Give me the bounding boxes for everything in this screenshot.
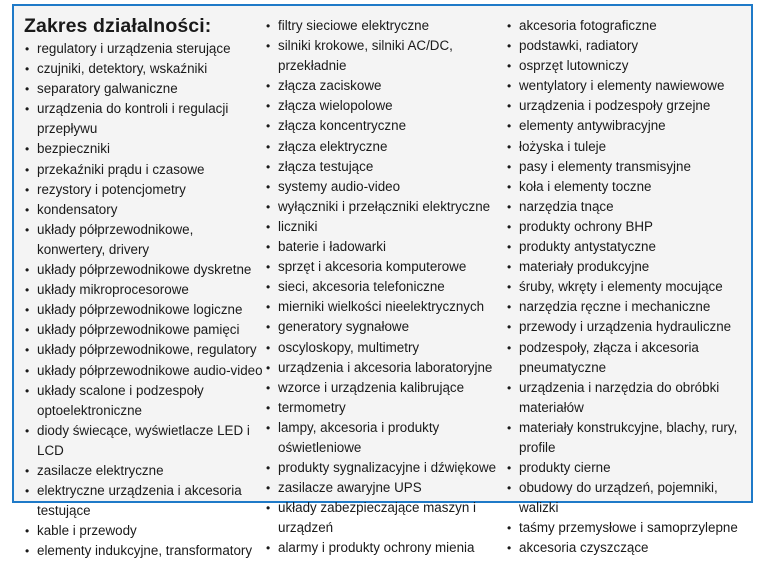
list-item: • układy półprzewodnikowe dyskretne: [24, 260, 264, 280]
list-item: • mierniki wielkości nieelektrycznych: [265, 297, 505, 317]
list-item: • diody świecące, wyświetlacze LED i LCD: [24, 421, 264, 461]
list-column-2: [265, 16, 505, 559]
list-item: • układy półprzewodnikowe, konwertery, drivery: [24, 220, 264, 260]
list-item: • podzespoły, złącza i akcesoria pneumatyczne: [506, 338, 746, 378]
list-item: • baterie i ładowarki: [265, 237, 505, 257]
list-item: • śruby, wkręty i elementy mocujące: [506, 277, 746, 297]
list-item: • termometry: [265, 398, 505, 418]
list-item: • zasilacze elektryczne: [24, 461, 264, 481]
list-item: • filtry sieciowe elektryczne: [265, 16, 505, 36]
list-item: • akcesoria czyszczące: [506, 538, 746, 558]
list-item: • przekaźniki prądu i czasowe: [24, 160, 264, 180]
list-item: • akcesoria fotograficzne: [506, 16, 746, 36]
list-item: • koła i elementy toczne: [506, 177, 746, 197]
list-item: • kable i przewody: [24, 521, 264, 541]
list-item: • układy półprzewodnikowe, regulatory: [24, 340, 264, 360]
list-item: • wzorce i urządzenia kalibrujące: [265, 378, 505, 398]
list-item: • przewody i urządzenia hydrauliczne: [506, 317, 746, 337]
list-item: • generatory sygnałowe: [265, 317, 505, 337]
list-item: • układy półprzewodnikowe audio-video: [24, 361, 264, 381]
list-item: • złącza testujące: [265, 157, 505, 177]
list-item: • układy scalone i podzespoły optoelektroniczne: [24, 381, 264, 421]
list-item: • taśmy przemysłowe i samoprzylepne: [506, 518, 746, 538]
list-item: • urządzenia i podzespoły grzejne: [506, 96, 746, 116]
list-item: • urządzenia i narzędzia do obróbki materiałów: [506, 378, 746, 418]
list-item: • złącza zaciskowe: [265, 76, 505, 96]
column-1: [24, 14, 264, 561]
list-item: • układy zabezpieczające maszyn i urządzeń: [265, 498, 505, 538]
list-item: • obudowy do urządzeń, pojemniki, walizki: [506, 478, 746, 518]
list-item: • czujniki, detektory, wskaźniki: [24, 59, 264, 79]
list-item: • urządzenia do kontroli i regulacji przepływu: [24, 99, 264, 139]
list-item: • złącza elektryczne: [265, 137, 505, 157]
list-item: • podstawki, radiatory: [506, 36, 746, 56]
list-item: • produkty sygnalizacyjne i dźwiękowe: [265, 458, 505, 478]
list-item: • oscyloskopy, multimetry: [265, 338, 505, 358]
list-item: • liczniki: [265, 217, 505, 237]
list-item: • materiały konstrukcyjne, blachy, rury, profile: [506, 418, 746, 458]
list-item: • bezpieczniki: [24, 139, 264, 159]
list-item: • silniki krokowe, silniki AC/DC, przekładnie: [265, 36, 505, 76]
list-item: • złącza wielopolowe: [265, 96, 505, 116]
list-item: • wentylatory i elementy nawiewowe: [506, 76, 746, 96]
list-item: • złącza koncentryczne: [265, 116, 505, 136]
list-item: • elektryczne urządzenia i akcesoria testujące: [24, 481, 264, 521]
column-2: [265, 16, 505, 559]
list-item: • materiały produkcyjne: [506, 257, 746, 277]
list-item: • systemy audio-video: [265, 177, 505, 197]
list-item: • narzędzia ręczne i mechaniczne: [506, 297, 746, 317]
list-item: • lampy, akcesoria i produkty oświetleniowe: [265, 418, 505, 458]
list-item: • rezystory i potencjometry: [24, 180, 264, 200]
list-column-1: [24, 39, 264, 561]
list-item: • łożyska i tuleje: [506, 137, 746, 157]
list-item: • produkty antystatyczne: [506, 237, 746, 257]
list-item: • układy mikroprocesorowe: [24, 280, 264, 300]
list-item: • wyłączniki i przełączniki elektryczne: [265, 197, 505, 217]
list-item: • separatory galwaniczne: [24, 79, 264, 99]
list-item: • sieci, akcesoria telefoniczne: [265, 277, 505, 297]
column-3: [506, 16, 746, 559]
list-item: • narzędzia tnące: [506, 197, 746, 217]
list-item: • urządzenia i akcesoria laboratoryjne: [265, 358, 505, 378]
list-item: • elementy indukcyjne, transformatory: [24, 541, 264, 561]
list-item: • alarmy i produkty ochrony mienia: [265, 538, 505, 558]
scope-of-activity-box: [12, 4, 753, 559]
list-item: • pasy i elementy transmisyjne: [506, 157, 746, 177]
list-item: • osprzęt lutowniczy: [506, 56, 746, 76]
list-item: • produkty ochrony BHP: [506, 217, 746, 237]
list-item: • układy półprzewodnikowe logiczne: [24, 300, 264, 320]
list-column-3: [506, 16, 746, 559]
list-item: • produkty cierne: [506, 458, 746, 478]
section-title: Zakres działalności:: [24, 15, 212, 37]
list-item: • kondensatory: [24, 200, 264, 220]
list-item: • układy półprzewodnikowe pamięci: [24, 320, 264, 340]
list-item: • regulatory i urządzenia sterujące: [24, 39, 264, 59]
list-item: • sprzęt i akcesoria komputerowe: [265, 257, 505, 277]
list-item: • elementy antywibracyjne: [506, 116, 746, 136]
list-item: • zasilacze awaryjne UPS: [265, 478, 505, 498]
